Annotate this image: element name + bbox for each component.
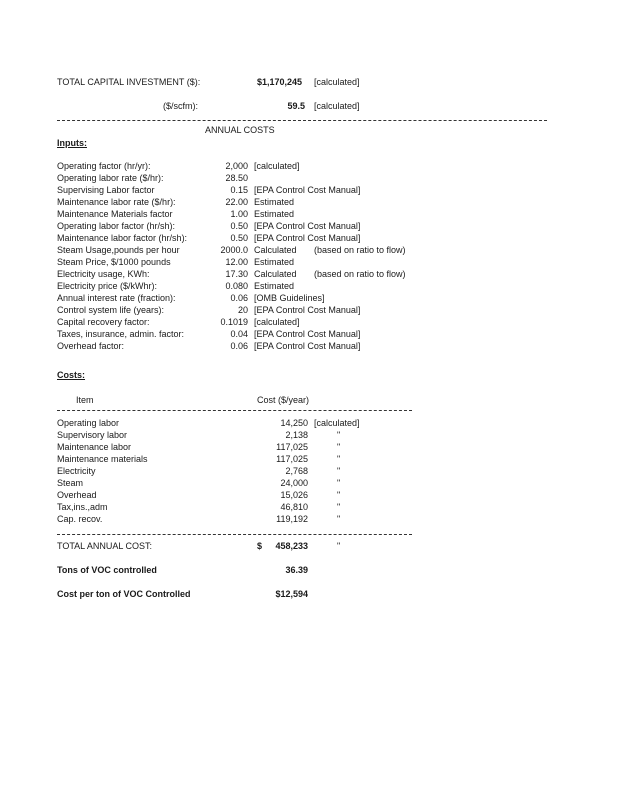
- cost-value: 117,025: [276, 442, 308, 452]
- input-row: [0, 197, 621, 209]
- input-label: Maintenance Materials factor: [57, 209, 173, 219]
- cost-value: 46,810: [280, 502, 308, 512]
- input-value: 2,000: [225, 161, 248, 171]
- input-value: 22.00: [225, 197, 248, 207]
- cost-value: 24,000: [280, 478, 308, 488]
- inputs-heading: Inputs:: [57, 138, 87, 148]
- costs-header-divider: [57, 410, 412, 411]
- cost-item: Maintenance materials: [57, 454, 148, 464]
- input-row: [0, 281, 621, 293]
- input-row: [0, 305, 621, 317]
- input-label: Taxes, insurance, admin. factor:: [57, 329, 185, 339]
- total-annual-cost-label: TOTAL ANNUAL COST:: [57, 541, 153, 551]
- costs-column-item: Item: [76, 395, 94, 405]
- costs-total-divider: [57, 534, 412, 535]
- cost-item: Maintenance labor: [57, 442, 132, 452]
- total-capital-investment-note: [calculated]: [314, 77, 360, 87]
- input-value: 17.30: [225, 269, 248, 279]
- input-label: Electricity price ($/kWhr):: [57, 281, 158, 291]
- cost-note: ": [337, 478, 341, 488]
- input-note: Estimated: [254, 197, 295, 207]
- cost-value: 117,025: [276, 454, 308, 464]
- cost-item: Supervisory labor: [57, 430, 128, 440]
- input-label: Maintenance labor rate ($/hr):: [57, 197, 176, 207]
- per-scfm-value: 59.5: [287, 101, 305, 111]
- input-row: [0, 293, 621, 305]
- cost-row: [0, 502, 621, 514]
- cost-note: ": [337, 490, 341, 500]
- cost-row: [0, 418, 621, 430]
- input-note: [EPA Control Cost Manual]: [254, 221, 361, 231]
- input-note: [calculated]: [254, 317, 300, 327]
- input-label: Operating factor (hr/yr):: [57, 161, 151, 171]
- input-note: [EPA Control Cost Manual]: [254, 329, 361, 339]
- input-value: 0.06: [230, 293, 248, 303]
- input-row: [0, 341, 621, 353]
- input-value: 0.1019: [220, 317, 248, 327]
- input-row: [0, 173, 621, 185]
- annual-costs-title: ANNUAL COSTS: [205, 125, 275, 135]
- cost-row: [0, 514, 621, 526]
- cost-per-ton-value: $12,594: [275, 589, 308, 599]
- input-row: [0, 317, 621, 329]
- input-row: [0, 185, 621, 197]
- input-note: Estimated: [254, 257, 295, 267]
- total-annual-cost-currency: $: [257, 541, 263, 551]
- cost-note: ": [337, 454, 341, 464]
- input-row: [0, 233, 621, 245]
- input-value: 0.15: [230, 185, 248, 195]
- input-value: 0.50: [230, 221, 248, 231]
- input-label: Overhead factor:: [57, 341, 125, 351]
- input-row: [0, 221, 621, 233]
- cost-item: Overhead: [57, 490, 97, 500]
- input-label: Supervising Labor factor: [57, 185, 155, 195]
- total-annual-cost-note: ": [337, 541, 341, 551]
- cost-item: Tax,ins.,adm: [57, 502, 108, 512]
- input-value: 0.50: [230, 233, 248, 243]
- input-row: [0, 329, 621, 341]
- input-note: [OMB Guidelines]: [254, 293, 325, 303]
- costs-column-cost: Cost ($/year): [257, 395, 310, 405]
- input-row: [0, 161, 621, 173]
- input-note: Calculated: [254, 269, 297, 279]
- input-note: [EPA Control Cost Manual]: [254, 185, 361, 195]
- input-label: Control system life (years):: [57, 305, 165, 315]
- cost-note: ": [337, 502, 341, 512]
- input-extra: (based on ratio to flow): [314, 269, 406, 279]
- input-value: 20: [237, 305, 248, 315]
- tons-voc-label: Tons of VOC controlled: [57, 565, 157, 575]
- cost-note: ": [337, 442, 341, 452]
- input-row: [0, 209, 621, 221]
- input-row: [0, 269, 621, 281]
- input-note: Estimated: [254, 281, 295, 291]
- input-note: Calculated: [254, 245, 297, 255]
- input-note: [EPA Control Cost Manual]: [254, 233, 361, 243]
- total-annual-cost-value: 458,233: [275, 541, 308, 551]
- input-label: Operating labor rate ($/hr):: [57, 173, 164, 183]
- per-scfm-label: ($/scfm):: [163, 101, 198, 111]
- cost-item: Electricity: [57, 466, 96, 476]
- cost-value: 2,768: [285, 466, 308, 476]
- input-note: [EPA Control Cost Manual]: [254, 305, 361, 315]
- cost-value: 119,192: [276, 514, 308, 524]
- input-row: [0, 257, 621, 269]
- total-capital-investment-value: $1,170,245: [257, 77, 303, 87]
- cost-note: ": [337, 514, 341, 524]
- input-label: Operating labor factor (hr/sh):: [57, 221, 176, 231]
- input-row: [0, 245, 621, 257]
- cost-row: [0, 442, 621, 454]
- cost-row: [0, 430, 621, 442]
- input-label: Capital recovery factor:: [57, 317, 150, 327]
- cost-note: ": [337, 430, 341, 440]
- total-capital-investment-label: TOTAL CAPITAL INVESTMENT ($):: [57, 77, 201, 87]
- cost-value: 2,138: [285, 430, 308, 440]
- per-scfm-note: [calculated]: [314, 101, 360, 111]
- cost-row: [0, 490, 621, 502]
- input-value: 0.06: [230, 341, 248, 351]
- cost-item: Steam: [57, 478, 84, 488]
- input-label: Annual interest rate (fraction):: [57, 293, 176, 303]
- input-label: Maintenance labor factor (hr/sh):: [57, 233, 188, 243]
- cost-row: [0, 454, 621, 466]
- cost-item: Cap. recov.: [57, 514, 103, 524]
- input-value: 1.00: [230, 209, 248, 219]
- input-label: Steam Usage,pounds per hour: [57, 245, 180, 255]
- input-note: [EPA Control Cost Manual]: [254, 341, 361, 351]
- input-value: 28.50: [225, 173, 248, 183]
- input-note: [calculated]: [254, 161, 300, 171]
- cost-value: 14,250: [280, 418, 308, 428]
- input-label: Steam Price, $/1000 pounds: [57, 257, 171, 267]
- cost-row: [0, 478, 621, 490]
- input-value: 12.00: [225, 257, 248, 267]
- input-label: Electricity usage, KWh:: [57, 269, 150, 279]
- input-value: 0.080: [225, 281, 248, 291]
- cost-note: [calculated]: [314, 418, 360, 428]
- input-value: 0.04: [230, 329, 248, 339]
- cost-note: ": [337, 466, 341, 476]
- header-divider: [57, 120, 547, 121]
- input-value: 2000.0: [220, 245, 248, 255]
- cost-per-ton-label: Cost per ton of VOC Controlled: [57, 589, 191, 599]
- cost-item: Operating labor: [57, 418, 120, 428]
- costs-heading: Costs:: [57, 370, 86, 380]
- tons-voc-value: 36.39: [285, 565, 308, 575]
- input-note: Estimated: [254, 209, 295, 219]
- input-extra: (based on ratio to flow): [314, 245, 406, 255]
- cost-value: 15,026: [280, 490, 308, 500]
- cost-row: [0, 466, 621, 478]
